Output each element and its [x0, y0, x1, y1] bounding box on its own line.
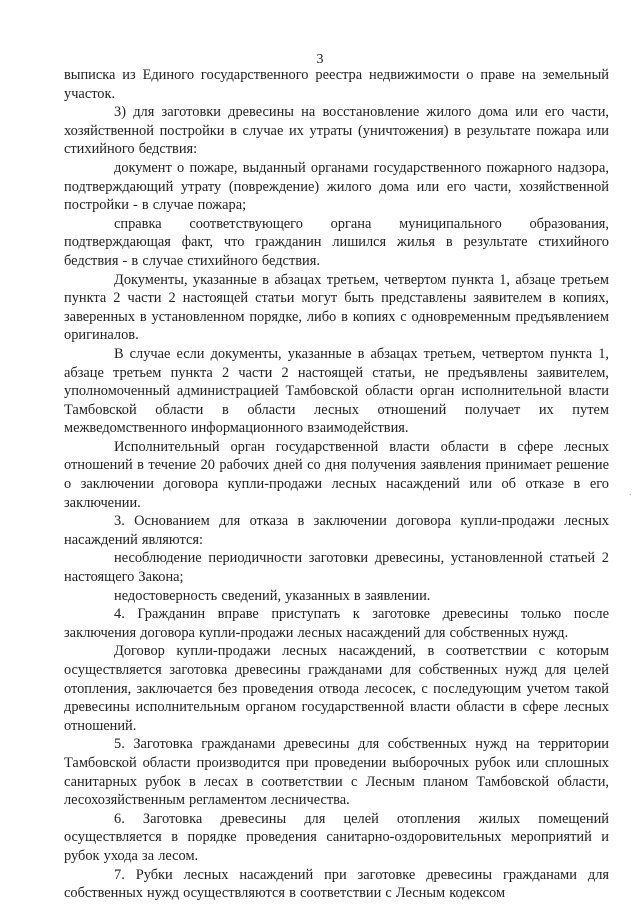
- paragraph-item-3: 3) для заготовки древесины на восстановление жилого дома или его части, хозяйственной постройки в случае их утраты (уничтожения) в результате пожара или стихийного бедствия:: [64, 104, 609, 158]
- paragraph-item-6: 6. Заготовка древесины для целей отопления жилых помещений осуществляется в порядке проведения санитарно-оздоровительных мероприятий и рубок ухода за лесом.: [64, 810, 609, 864]
- paragraph-false-info: недостоверность сведений, указанных в заявлении.: [114, 587, 431, 604]
- document-body: [64, 66, 609, 903]
- paragraph-interagency: В случае если документы, указанные в абзацах третьем, четвертом пункта 1, абзаце третьем пункта 2 части 2 настоящей статьи, не предъявлены заявителем, уполномоченный администрацией Тамбовской области орган исполнительной власти Тамбовской области в области лесных отношений получает их путем межведомственного информационного взаимодействия.: [64, 345, 609, 437]
- paragraph-land-extract: выписка из Единого государственного реестра недвижимости о праве на земельный участок.: [64, 67, 609, 102]
- paragraph-item-4: 4. Гражданин вправе приступать к заготовке древесины только после заключения договора купли-продажи лесных насаждений для собственных нужд.: [64, 606, 609, 641]
- paragraph-item-5: 5. Заготовка гражданами древесины для собственных нужд на территории Тамбовской области производится при проведении выборочных рубок или сплошных санитарных рубок в лесах в соответствии с Лесным планом Тамбовской области, лесохозяйственным регламентом лесничества.: [64, 736, 609, 809]
- paragraph-decision-term: Исполнительный орган государственной власти области в сфере лесных отношений в течение 20 рабочих дней со дня получения заявления принимает решение о заключении договора купли-продажи лесных насаждений или об отказе в его заключении.: [64, 438, 609, 511]
- paragraph-contract-heating: Договор купли-продажи лесных насаждений, в соответствии с которым осуществляется заготовка древесины гражданами для собственных нужд для целей отопления, заключается без проведения отвода лесосек, с последующим учетом такой древесины исполнительным органом государственной власти области в сфере лесных отношений.: [64, 643, 609, 734]
- margin-mark: ·: [628, 490, 632, 501]
- paragraph-periodicity: несоблюдение периодичности заготовки древесины, установленной статьей 2 настоящего Закона;: [64, 550, 609, 586]
- paragraph-refusal-grounds: 3. Основанием для отказа в заключении договора купли-продажи лесных насаждений являются:: [64, 513, 609, 548]
- paragraph-copies: Документы, указанные в абзацах третьем, четвертом пункта 1, абзаце третьем пункта 2 части 2 настоящей статьи могут быть представлены заявителем в копиях, заверенных в установленном порядке, либо в копиях с одновременным предъявлением оригиналов.: [64, 271, 609, 344]
- page-number: 3: [316, 52, 324, 67]
- paragraph-fire-document: документ о пожаре, выданный органами государственного пожарного надзора, подтверждающий утрату (повреждение) жилого дома или его части, хозяйственной постройки - в случае пожара;: [64, 159, 609, 214]
- paragraph-item-7: 7. Рубки лесных насаждений при заготовке древесины гражданами для собственных нужд осуществляются в соответствии с Лесным кодексом: [64, 866, 609, 902]
- paragraph-disaster-certificate: справка соответствующего органа муниципального образования, подтверждающая факт, что гражданин лишился жилья в результате стихийного бедствия - в случае стихийного бедствия.: [64, 215, 609, 269]
